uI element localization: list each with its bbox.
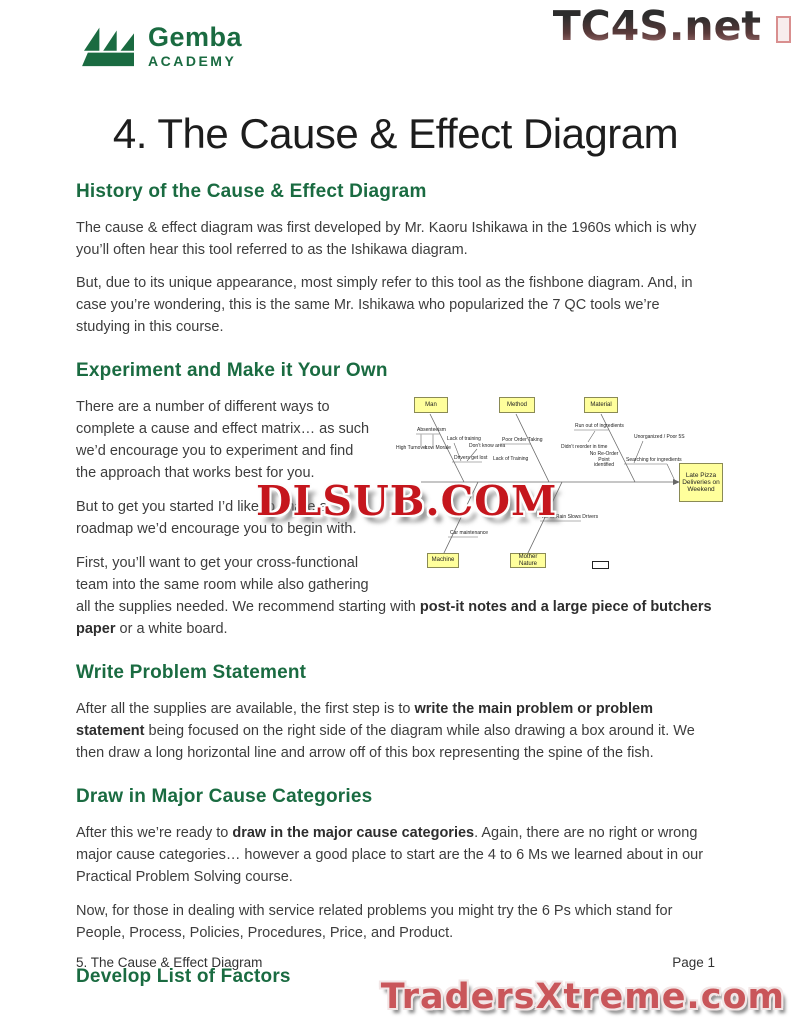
factory-icon <box>78 18 140 68</box>
watermark-tradersxtreme: TradersXtreme.com <box>380 977 785 1017</box>
cause-label: Drivers get lost <box>454 455 488 462</box>
category-box-man: Man <box>414 397 448 413</box>
cause-label: Unorganized / Poor 5S <box>634 434 685 441</box>
heading-develop-factors: Develop List of Factors <box>76 966 291 988</box>
category-box-method: Method <box>499 397 535 413</box>
heading-experiment: Experiment and Make it Your Own <box>76 360 388 382</box>
paragraph: First, you’ll want to get your cross-functional team into the same room while also gathering all the supplies needed. We recommend starting with post-it notes and a large piece of butchers paper or a white board. <box>76 555 712 638</box>
legend-box <box>592 561 609 569</box>
page-title: 4. The Cause & Effect Diagram <box>112 110 679 157</box>
category-box-mother-nature: Mother Nature <box>510 553 546 568</box>
paragraph: Now, for those in dealing with service related problems you might try the 6 Ps which stand for People, Process, Policies, Procedures, Price, and Product. <box>76 903 673 942</box>
cause-label: Lack of training <box>447 436 481 443</box>
paragraph: After all the supplies are available, the first step is to write the main problem or problem statement being focused on the right side of the diagram while also drawing a box around it. We then draw a long horizontal line and arrow off of this box representing the spine of the fish. <box>76 701 695 762</box>
cause-label: Don’t know area <box>469 443 506 450</box>
cause-label: Searching for ingredients <box>626 457 682 464</box>
paragraph: The cause & effect diagram was first developed by Mr. Kaoru Ishikawa in the 1960s which is why you’ll often hear this tool referred to as the Ishikawa diagram. <box>76 220 697 259</box>
heading-write-problem: Write Problem Statement <box>76 662 307 684</box>
category-box-machine: Machine <box>427 553 459 568</box>
cause-label: Lack of Training <box>493 456 529 463</box>
logo-name: Gemba <box>148 22 243 52</box>
logo-subtitle: ACADEMY <box>148 53 237 69</box>
heading-draw-categories: Draw in Major Cause Categories <box>76 786 373 808</box>
paragraph: After this we’re ready to draw in the major cause categories. Again, there are no right or wrong major cause categories… however a good place to start are the 4 to 6 Ms we learned about in our Practical Problem Solving course. <box>76 825 704 886</box>
heading-history: History of the Cause & Effect Diagram <box>76 181 427 203</box>
cause-label: Car maintenance <box>450 530 489 537</box>
watermark-dlsub: DLSUB.COM <box>256 477 558 525</box>
cause-label: High Turnover <box>396 445 428 452</box>
paragraph: But, due to its unique appearance, most simply refer to this tool as the fishbone diagram. And, in case you’re wondering, this is the same Mr. Ishikawa who popularized the 7 QC tools we’re studying in this course. <box>76 275 693 336</box>
cause-label: Didn’t reorder in time <box>561 444 608 451</box>
footer-chapter: 5. The Cause & Effect Diagram <box>76 955 263 970</box>
paragraph: But to get you started I’d like to share a roadmap we’d encourage you to begin with. <box>76 499 357 538</box>
effect-box: Late Pizza Deliveries on Weekend <box>679 463 723 502</box>
cause-label: No Re-Order Point identified <box>589 451 619 469</box>
page-footer <box>76 955 715 970</box>
cause-label: Absenteeism <box>417 427 446 434</box>
red-box-mark <box>776 16 791 43</box>
category-box-material: Material <box>584 397 618 413</box>
watermark-tc4s: TC4S.net <box>552 2 761 50</box>
cause-label: Poor Order Taking <box>502 437 543 444</box>
cause-label: Ice or Rain Slows Drivers <box>542 514 599 521</box>
cause-label: Low Morale <box>425 445 451 452</box>
cause-label: Run out of ingredients <box>575 423 624 430</box>
footer-page-number: Page 1 <box>672 955 715 970</box>
paragraph: There are a number of different ways to complete a cause and effect matrix… as such we’d encourage you to experiment and find the approach that works best for you. <box>76 399 370 482</box>
